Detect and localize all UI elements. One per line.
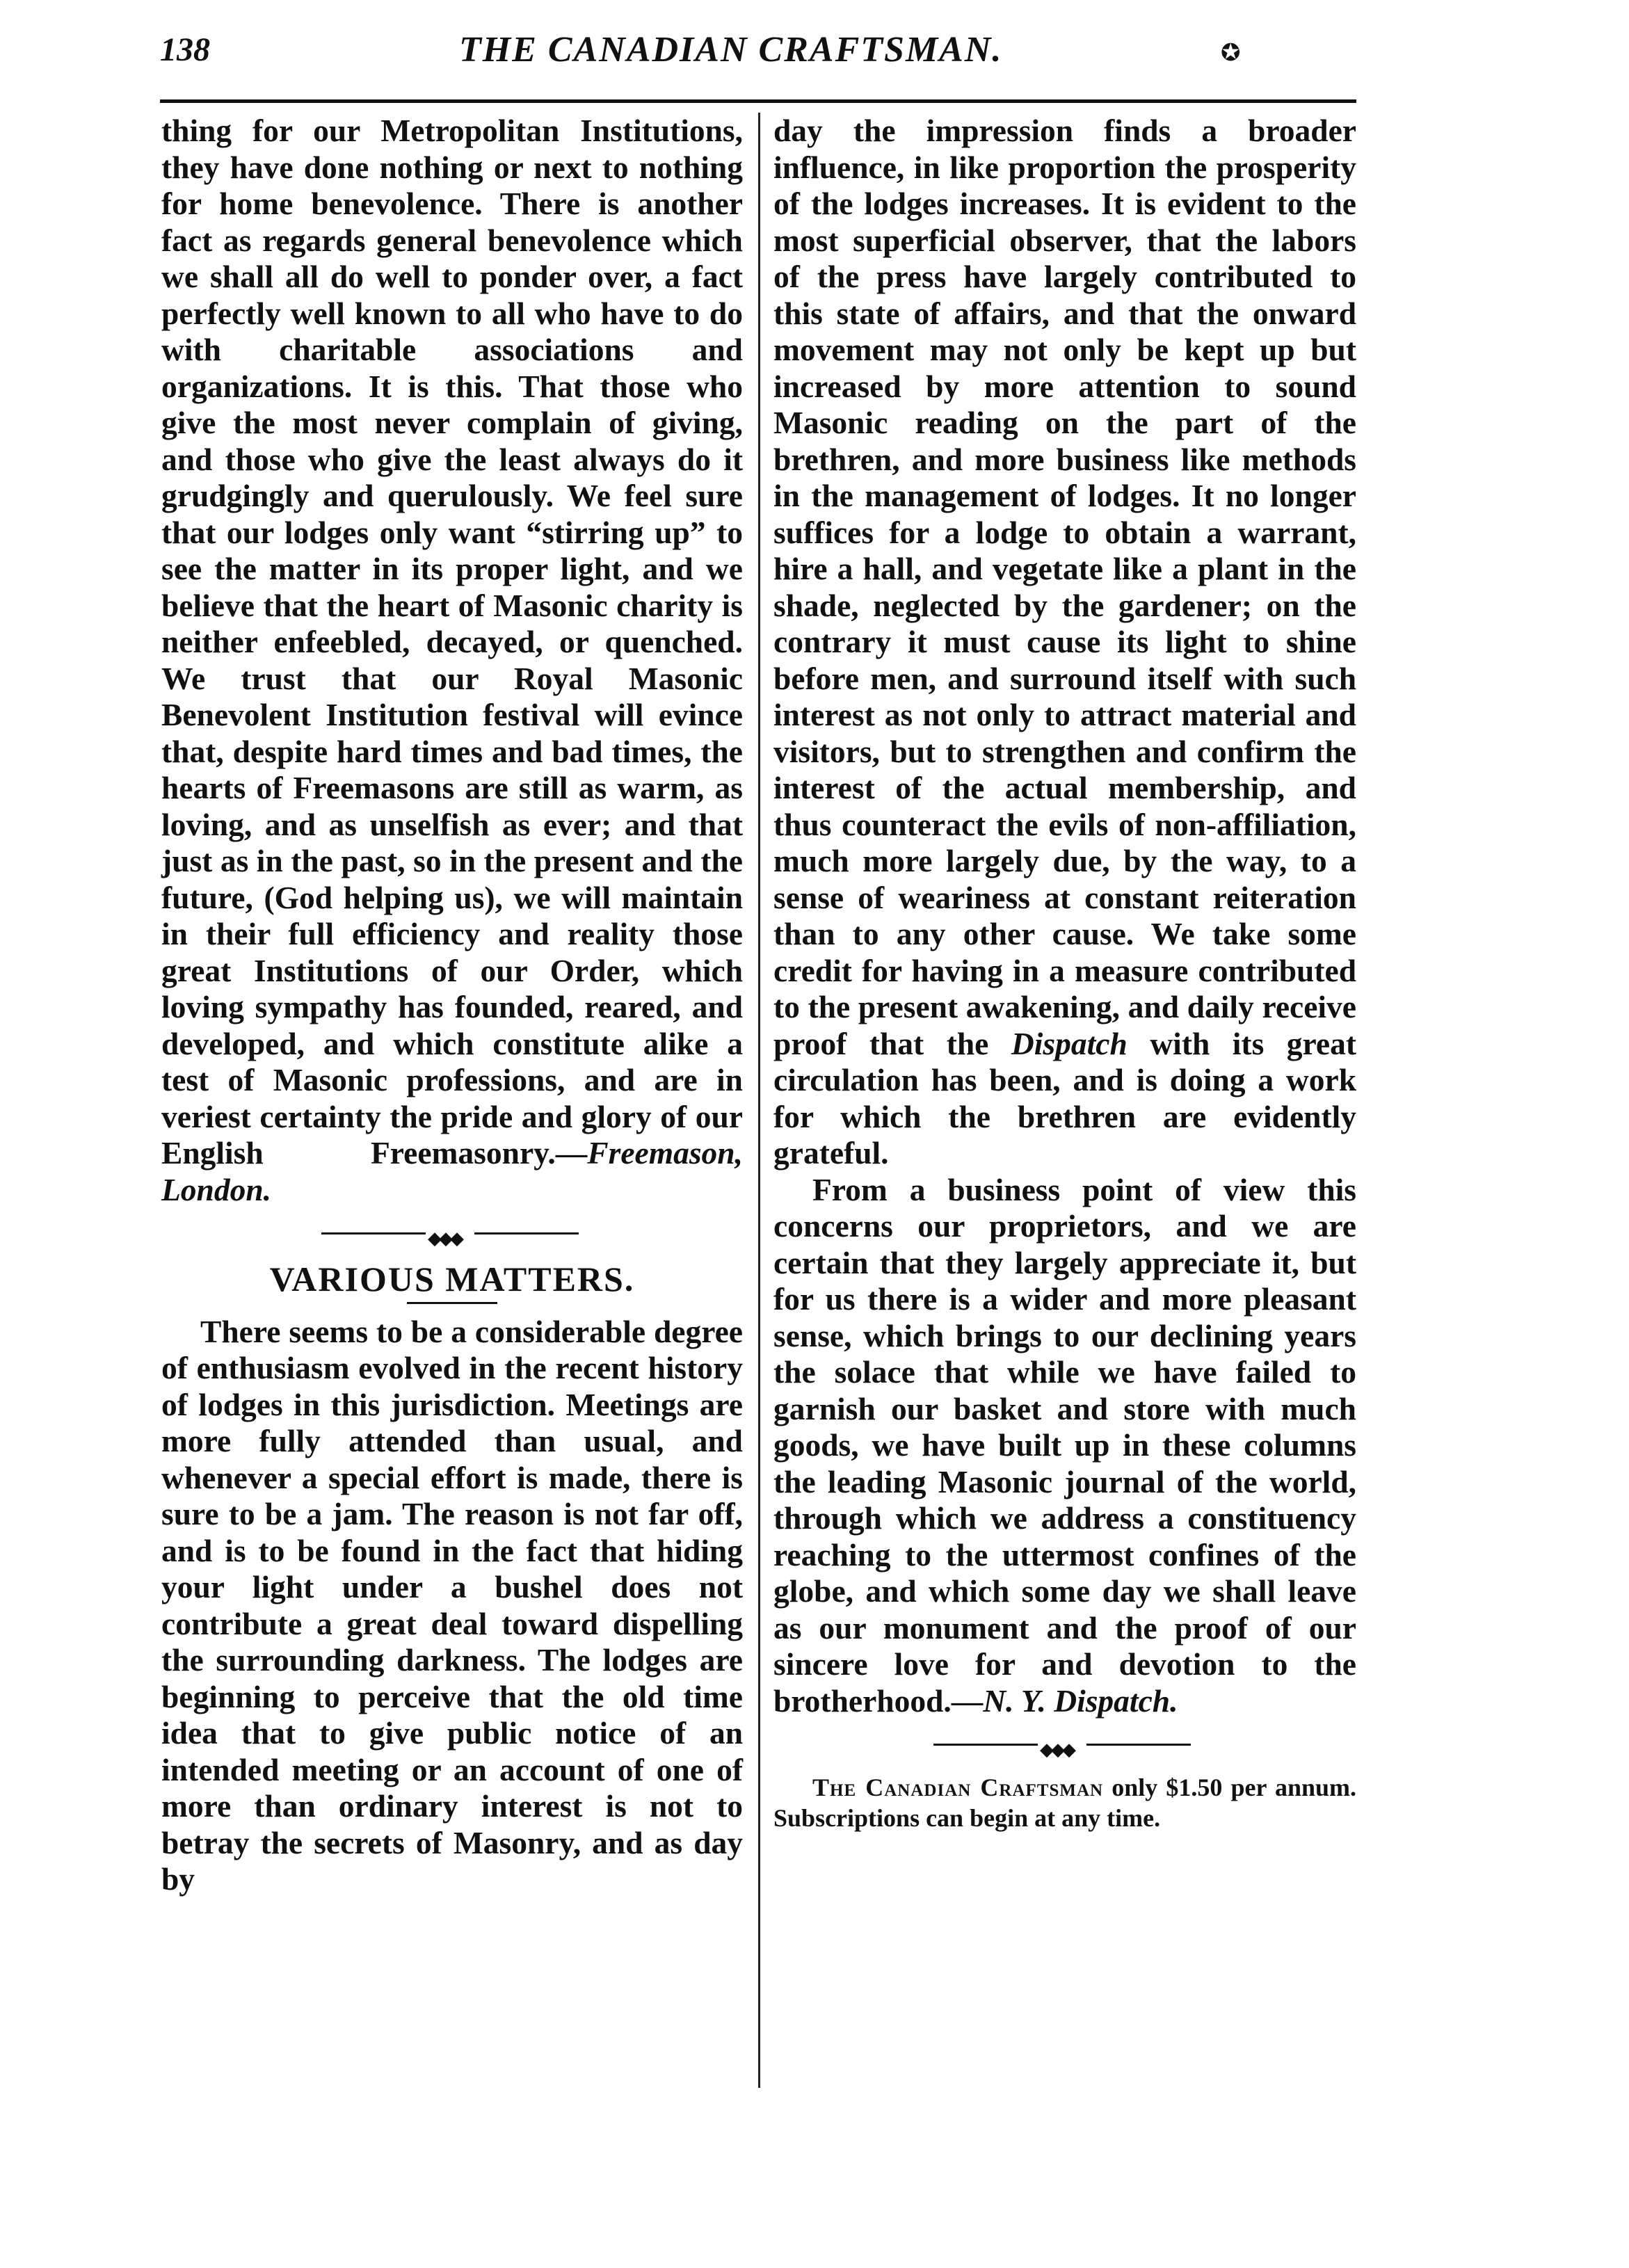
journal-title: THE CANADIAN CRAFTSMAN.	[459, 30, 1003, 70]
section-continuation	[773, 113, 1356, 1172]
right-column	[773, 113, 1356, 1833]
notice-body: only $1.50 per annum. Subscriptions can begin at any time.	[773, 1774, 1356, 1832]
source-dash: —	[555, 1135, 588, 1171]
ornament-line-right	[474, 1232, 579, 1234]
heading-rule	[407, 1302, 497, 1304]
article-source: Freemason, London.	[161, 1135, 743, 1207]
notice-ornament-line-left	[933, 1744, 1038, 1746]
section-continuation-text-2: with its great circulation has been, and is doing a work for which the brethren are evidently grateful.	[773, 1025, 1357, 1171]
section-continuation-text: day the impression finds a broader influence, in like proportion the prosperity of the lodges increases. It is evident to the most superficial observer, that the labors of the press have largely contributed to this state of affairs, and that the onward movement may not only be kept up but increased by more attention to sound Masonic reading on the part of the brethren, and more business like methods in the management of lodges. It no longer suffices for a lodge to obtain a warrant, hire a hall, and vegetate like a plant in the shade, neglected by the gardener; on the contrary it must cause its light to shine before men, and surround itself with such interest as not only to attract material and visitors, but to strengthen and confirm the interest of the actual membership, and thus counteract the evils of non-affiliation, much more largely due, by the way, to a sense of weariness at constant reiteration than to any other cause. We take some credit for having in a measure contributed to the present awakening, and daily receive proof that the	[773, 113, 1356, 1061]
ornament-line-left	[321, 1232, 426, 1234]
notice-ornament-line-right	[1086, 1744, 1191, 1746]
notice-ornament	[773, 1735, 1356, 1760]
article-continuation	[161, 113, 743, 1208]
subscription-notice	[773, 1772, 1356, 1833]
ornament-diamond-icon: ◆◆◆	[428, 1228, 461, 1249]
header-rule	[160, 99, 1356, 103]
column-divider	[758, 113, 760, 2088]
article-end-text: thing for our Metropolitan Institutions, they have done nothing or next to nothing for home benevolence. There is another fact as regards general benevolence which we shall all do well to ponder over, a fact perfectly well known to all who have to do with charitable associations and organizations. It is this. That those who give the most never complain of giving, and those who give the least always do it grudgingly and querulously. We feel sure that our lodges only want “stirring up” to see the matter in its proper light, and we believe that the heart of Masonic charity is neither enfeebled, decayed, or quenched. We trust that our Royal Masonic Benevolent Institution festival will evince that, despite hard times and bad times, the hearts of Freemasons are still as warm, as loving, and as unselfish as ever; and that just as in the past, so in the present and the future, (God helping us), we will maintain in their full efficiency and reality those great Institutions of our Order, which loving sympathy has founded, reared, and developed, and which constitute alike a test of Masonic professions, and are in veriest certainty the pride and glory of our English Freemasonry.	[161, 113, 743, 1171]
printer-mark-icon: ✪	[1221, 39, 1241, 67]
business-paragraph	[773, 1172, 1356, 1720]
business-paragraph-text: From a business point of view this concerns our proprietors, and we are certain that they largely appreciate it, but for us there is a wider and more pleasant sense, which brings to our declining years the solace that while we have failed to garnish our basket and store with much goods, we have built up in these columns the leading Masonic journal of the world, through which we address a constituency reaching to the uttermost confines of the globe, and which some day we shall leave as our monument and the proof of our sincere love for and devotion to the brotherhood.	[773, 1171, 1356, 1719]
page-header	[160, 24, 1356, 79]
notice-title: The Canadian Craftsman	[812, 1774, 1104, 1801]
paragraph-source: N. Y. Dispatch.	[983, 1682, 1178, 1719]
paragraph-source-dash: —	[951, 1682, 984, 1719]
section-body: There seems to be a considerable degree of enthusiasm evolved in the recent history of lodges in this jurisdiction. Meetings are more fully attended than usual, and whenever a special effort is made, there is sure to be a jam. The reason is not far off, and is to be found in the fact that hiding your light under a bushel does not contribute a great deal toward dispelling the surrounding darkness. The lodges are beginning to perceive that the old time idea that to give public notice of an intended meeting or an account of one of more than ordinary interest is not to betray the secrets of Masonry, and as day by	[161, 1313, 743, 1897]
left-column	[161, 113, 743, 1898]
notice-ornament-diamond-icon: ◆◆◆	[1040, 1739, 1073, 1760]
page-number: 138	[160, 31, 210, 68]
dispatch-title: Dispatch	[1011, 1025, 1128, 1061]
section-ornament	[161, 1223, 743, 1249]
section-heading: VARIOUS MATTERS.	[269, 1260, 635, 1298]
